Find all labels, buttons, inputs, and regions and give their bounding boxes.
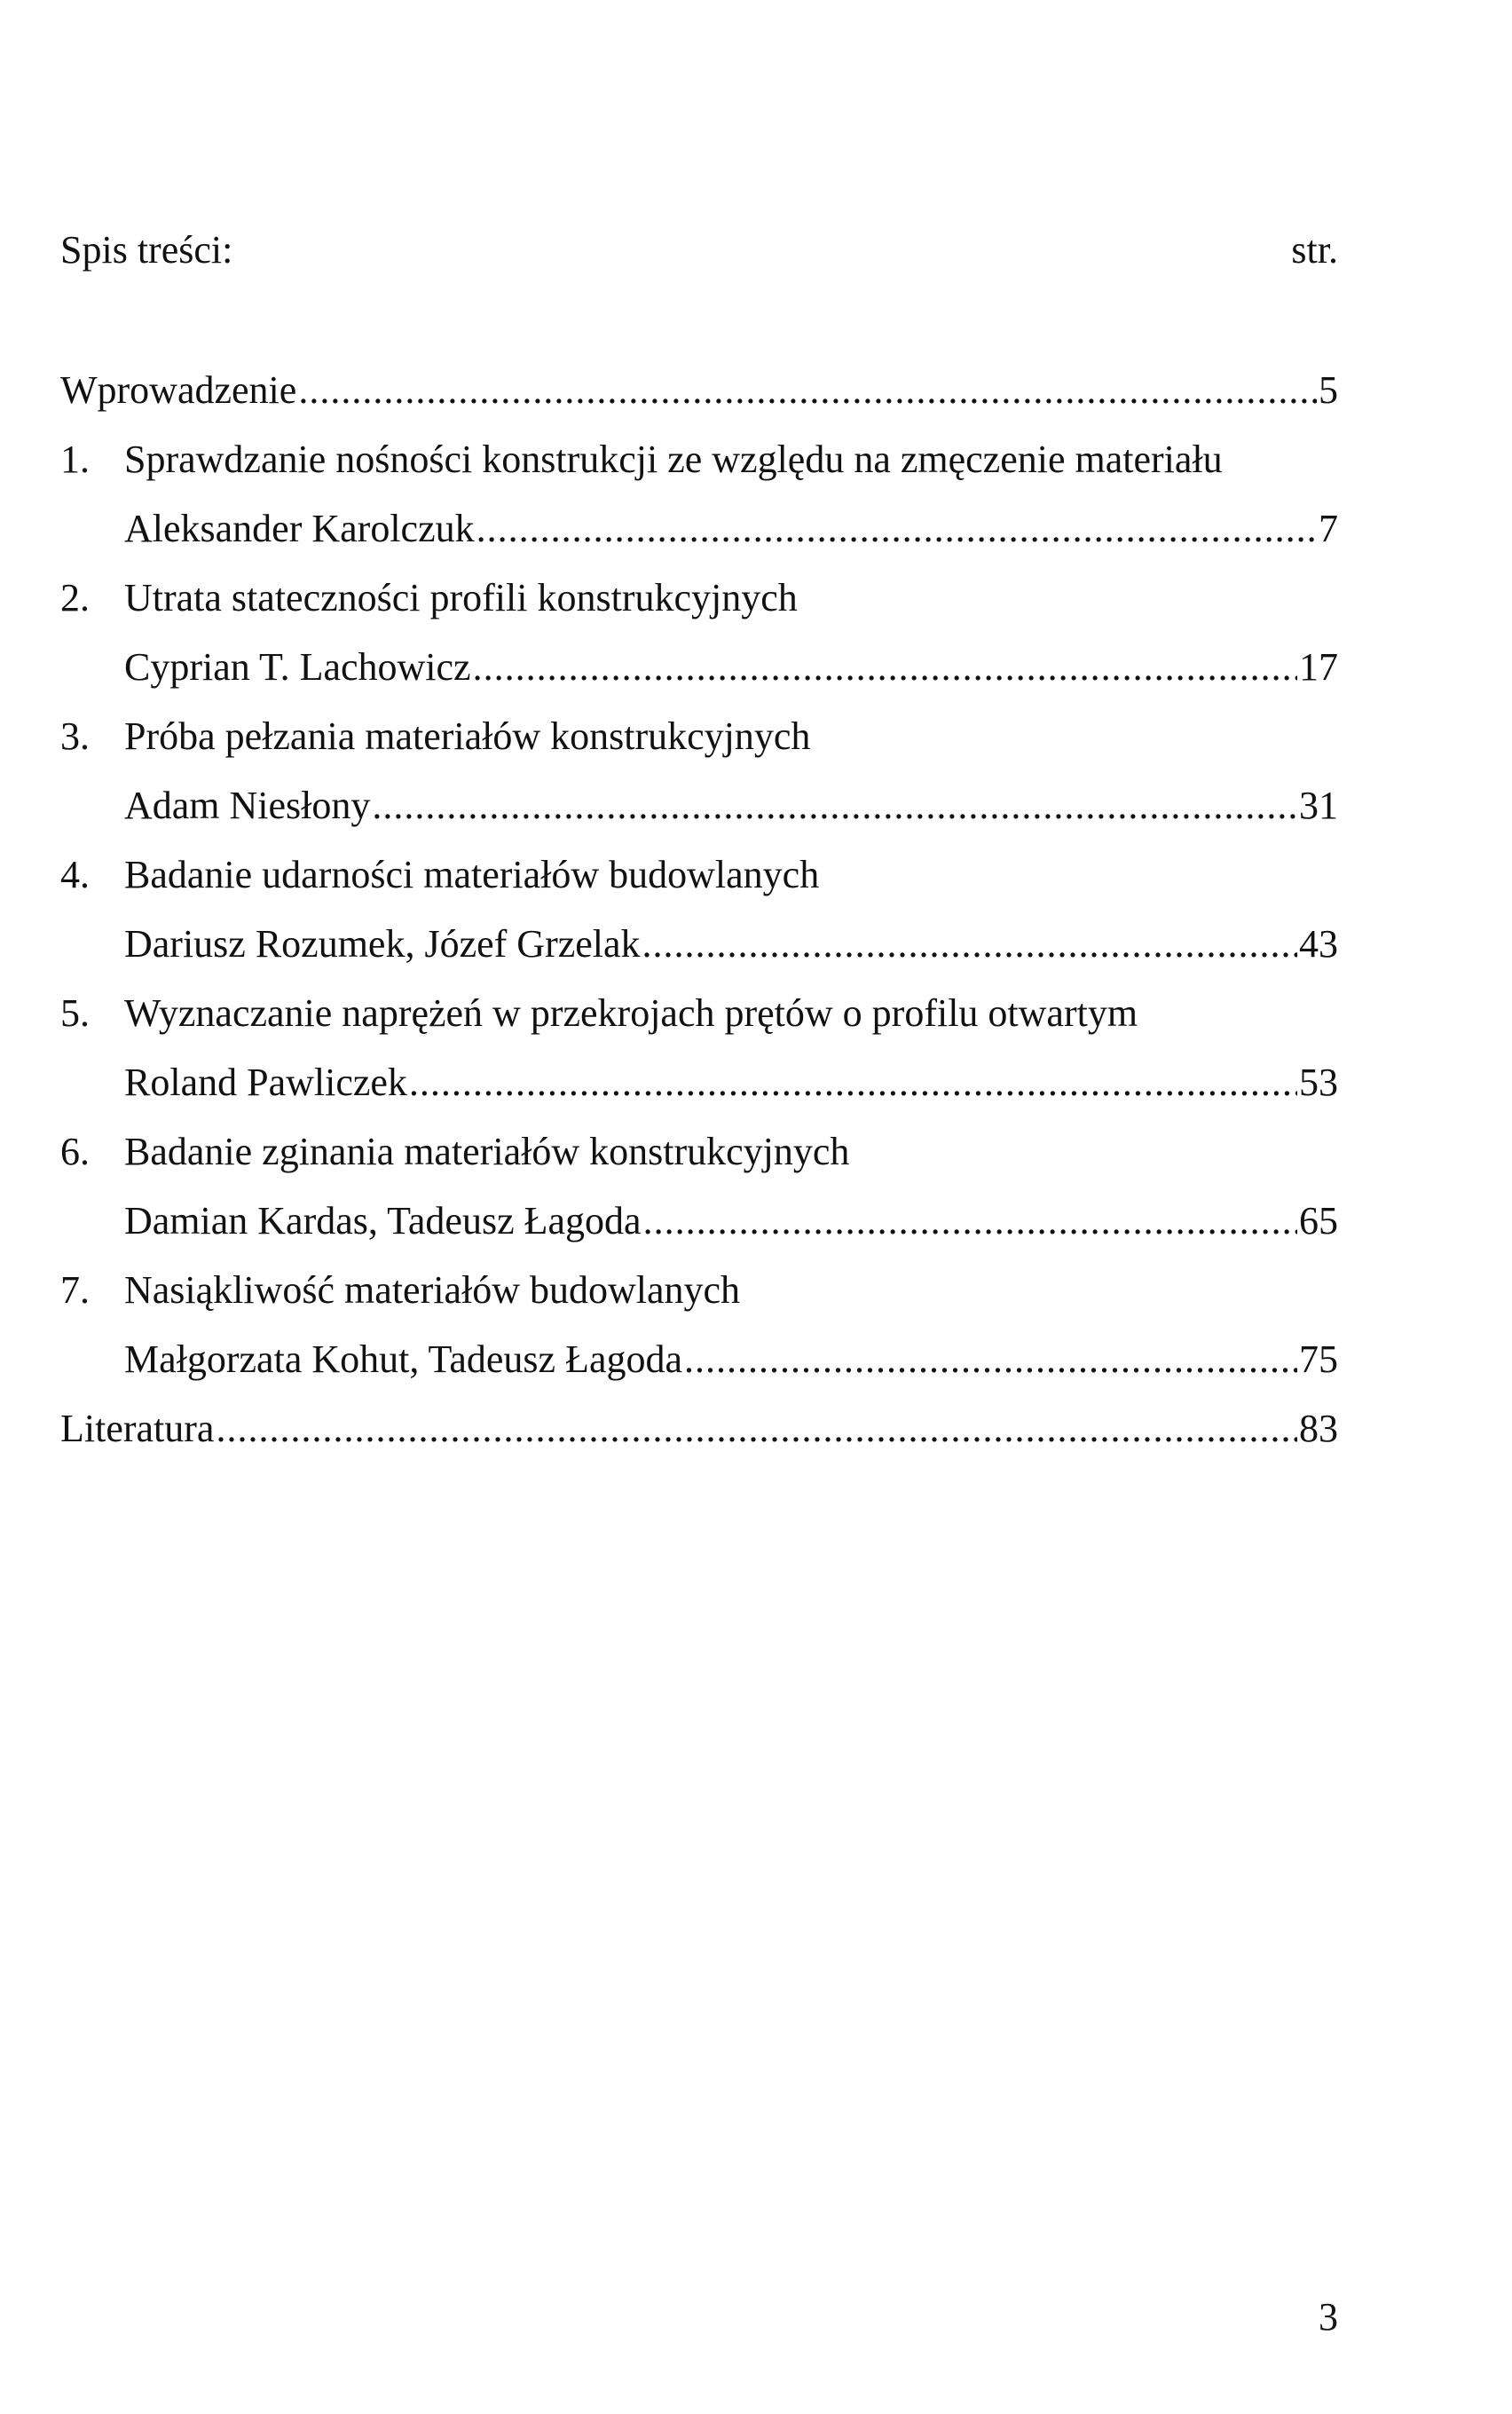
dot-leader bbox=[372, 779, 1297, 832]
toc-entry-authors[interactable] bbox=[60, 1333, 1338, 1402]
chapter-title: Próba pełzania materiałów konstrukcyjnych bbox=[124, 714, 811, 758]
toc-entry-authors[interactable] bbox=[60, 1056, 1338, 1125]
entry-title: Literatura bbox=[60, 1407, 215, 1450]
toc-entry-authors[interactable] bbox=[60, 918, 1338, 987]
page-number: 3 bbox=[1319, 2295, 1338, 2339]
chapter-title: Badanie zginania materiałów konstrukcyjnych bbox=[124, 1130, 850, 1173]
entry-page: 7 bbox=[1319, 507, 1338, 550]
toc-entry[interactable] bbox=[60, 1402, 1338, 1471]
dot-leader bbox=[642, 918, 1297, 971]
dot-leader bbox=[409, 1056, 1297, 1109]
chapter-authors: Damian Kardas, Tadeusz Łagoda bbox=[124, 1199, 642, 1242]
toc-entry-authors[interactable] bbox=[60, 641, 1338, 710]
chapter-title: Badanie udarności materiałów budowlanych bbox=[124, 853, 820, 896]
dot-leader bbox=[684, 1333, 1297, 1386]
toc-entry-authors[interactable] bbox=[60, 779, 1338, 848]
chapter-authors: Małgorzata Kohut, Tadeusz Łagoda bbox=[124, 1337, 682, 1381]
dot-leader bbox=[298, 364, 1317, 417]
chapter-authors: Aleksander Karolczuk bbox=[124, 507, 475, 550]
toc-title: Spis treści: bbox=[60, 228, 233, 272]
chapter-title: Utrata stateczności profili konstrukcyjnych bbox=[124, 576, 798, 619]
toc-entry[interactable] bbox=[60, 1264, 1338, 1333]
chapter-number: 6. bbox=[60, 1130, 90, 1173]
toc-entry[interactable] bbox=[60, 433, 1338, 502]
chapter-number: 3. bbox=[60, 714, 90, 758]
entry-page: 65 bbox=[1299, 1199, 1338, 1242]
entry-title: Wprowadzenie bbox=[60, 368, 297, 412]
toc-entry[interactable] bbox=[60, 364, 1338, 433]
dot-leader bbox=[216, 1402, 1297, 1456]
table-of-contents bbox=[60, 364, 1338, 1471]
page-column-label: str. bbox=[1291, 228, 1338, 272]
toc-entry[interactable] bbox=[60, 987, 1338, 1056]
entry-page: 43 bbox=[1299, 922, 1338, 966]
entry-page: 31 bbox=[1299, 784, 1338, 827]
chapter-number: 1. bbox=[60, 438, 90, 481]
chapter-number: 7. bbox=[60, 1268, 90, 1312]
entry-page: 83 bbox=[1299, 1407, 1338, 1450]
entry-page: 5 bbox=[1319, 368, 1338, 412]
toc-entry[interactable] bbox=[60, 848, 1338, 918]
dot-leader bbox=[473, 641, 1297, 694]
chapter-number: 2. bbox=[60, 576, 90, 619]
chapter-title: Sprawdzanie nośności konstrukcji ze względu na zmęczenie materiału bbox=[124, 438, 1223, 481]
toc-entry[interactable] bbox=[60, 1125, 1338, 1195]
entry-page: 17 bbox=[1299, 645, 1338, 689]
dot-leader bbox=[643, 1195, 1297, 1248]
chapter-authors: Dariusz Rozumek, Józef Grzelak bbox=[124, 922, 641, 966]
dot-leader bbox=[476, 502, 1317, 556]
toc-entry-authors[interactable] bbox=[60, 1195, 1338, 1264]
chapter-title: Wyznaczanie naprężeń w przekrojach prętów o profilu otwartym bbox=[124, 991, 1138, 1035]
entry-page: 75 bbox=[1299, 1337, 1338, 1381]
chapter-title: Nasiąkliwość materiałów budowlanych bbox=[124, 1268, 741, 1312]
toc-entry[interactable] bbox=[60, 572, 1338, 641]
toc-entry[interactable] bbox=[60, 710, 1338, 779]
chapter-number: 5. bbox=[60, 991, 90, 1035]
chapter-number: 4. bbox=[60, 853, 90, 896]
entry-page: 53 bbox=[1299, 1061, 1338, 1104]
chapter-authors: Cyprian T. Lachowicz bbox=[124, 645, 471, 689]
toc-entry-authors[interactable] bbox=[60, 502, 1338, 572]
chapter-authors: Roland Pawliczek bbox=[124, 1061, 407, 1104]
chapter-authors: Adam Niesłony bbox=[124, 784, 371, 827]
